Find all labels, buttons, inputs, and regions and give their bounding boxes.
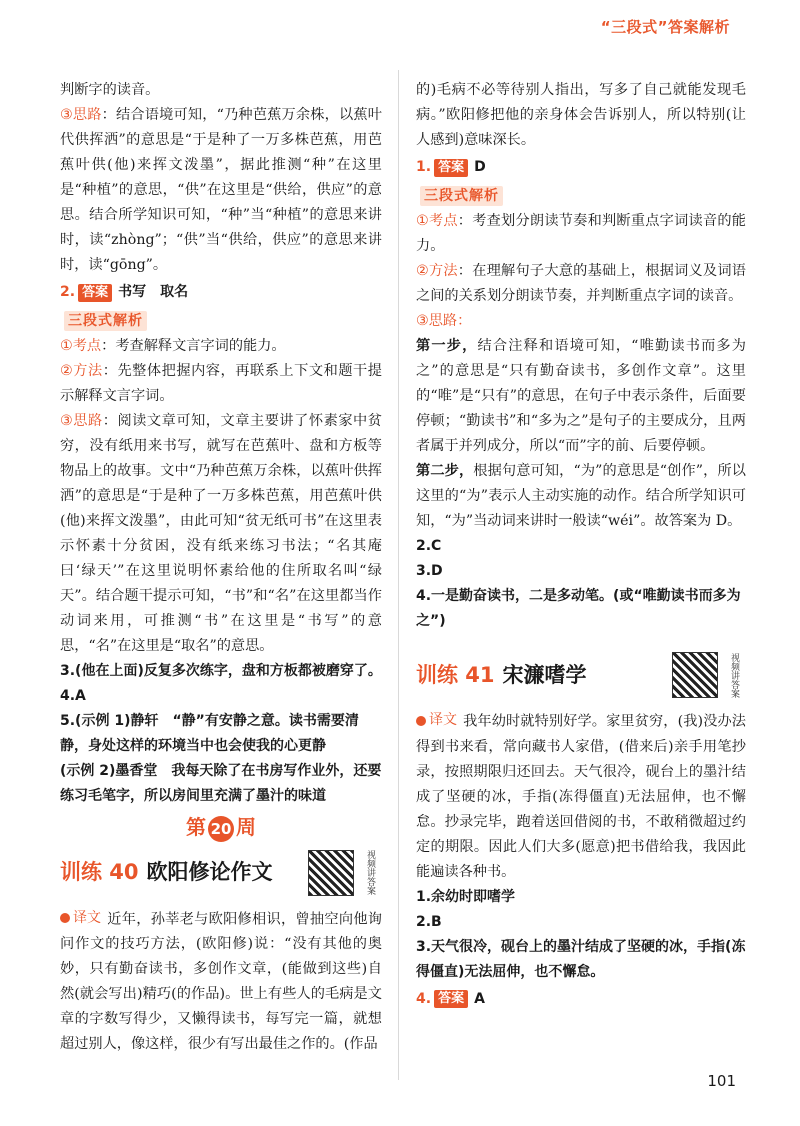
- left-column: [60, 78, 382, 1057]
- week-number: 20: [208, 816, 234, 842]
- method-paragraph: [60, 359, 382, 409]
- three-step-analysis-badge: 三段式解析: [64, 311, 147, 331]
- answer-badge: 答案: [434, 159, 468, 177]
- lesson-title: [60, 860, 273, 885]
- qr-code-icon[interactable]: [672, 652, 718, 698]
- page-number: 101: [707, 1072, 736, 1090]
- step-2-paragraph: [416, 459, 746, 534]
- answer-4: 4.A: [60, 688, 86, 704]
- method-text: ：先整体把握内容，再联系上下文和题干提示解释文言字词。: [60, 363, 382, 404]
- translation-label: 译文: [73, 909, 101, 926]
- question-number: 1.: [416, 159, 432, 175]
- thinking-label: 思路：: [428, 313, 472, 329]
- answer-line-4: [416, 987, 746, 1012]
- lesson-name: 宋濂嗜学: [502, 662, 587, 687]
- column-divider: [398, 70, 399, 1080]
- translation-dot-icon: [60, 913, 70, 923]
- thinking-text: ：阅读文章可知，文章主要讲了怀素家中贫穷，没有纸用来书写，就写在芭蕉叶、盘和方板等物品上的故事。文中“乃种芭蕉万余株，以蕉叶供挥洒”的意思是“于是种了一万多株芭蕉，用芭蕉叶供(他)来挥文泼墨”，由此可知“贫无纸可书”在这里表示怀素十分贫困，没有纸来练习书法；“名其庵曰‘绿天’”在这里说明怀素给他的住所取名叫“绿天”。结合题干提示可知，“书”和“名”在这里都当作动词来用，可推测“书”在这里是“书写”的意思，“名”在这里是“取名”的意思。: [60, 413, 382, 654]
- lesson-number: 训练 40: [60, 860, 139, 884]
- step-1-label: 第一步，: [416, 338, 478, 354]
- answer-text: D: [474, 159, 486, 175]
- week-suffix: 周: [236, 815, 256, 839]
- method-text: ：在理解句子大意的基础上，根据词义及词语之间的关系划分朗读节奏，并判断重点字词的读音。: [416, 263, 746, 304]
- answer-badge: 答案: [434, 990, 468, 1008]
- item-number: ②: [416, 263, 429, 279]
- step-2-label: 第二步，: [416, 463, 474, 479]
- method-label: 方法: [73, 363, 103, 379]
- item-number: ③: [416, 313, 429, 329]
- translation-paragraph: [60, 906, 382, 1058]
- answer-line-2: [60, 280, 382, 305]
- item-number: ③: [60, 107, 73, 123]
- step-1-text: 结合注释和语境可知，“唯勤读书而多为之”的意思是“只有勤奋读书，多创作文章”。这里的“唯”是“只有”的意思，在句子中表示条件，后面要停顿；“勤读书”和“多为之”是句子的主要成分，且两者属于并列成分，所以“而”字的前、后要停顿。: [416, 338, 746, 454]
- answer-3: 3.D: [416, 563, 443, 579]
- qr-code-group[interactable]: [308, 850, 382, 896]
- lesson-41-header: [416, 652, 746, 698]
- key-point-text: ：考查划分朗读节奏和判断重点字词读音的能力。: [416, 213, 746, 254]
- answer-3: 3.天气很冷，砚台上的墨汁结成了坚硬的冰，手指(冻得僵直)无法屈伸，也不懈怠。: [416, 938, 746, 980]
- item-number: ③: [60, 413, 74, 429]
- qr-label: 视频讲答案: [729, 652, 739, 698]
- answer-1: 1.余幼时即嗜学: [416, 888, 516, 905]
- thinking-paragraph: [60, 103, 382, 278]
- answer-3: 3.(他在上面)反复多次练字，盘和方板都被磨穿了。: [60, 663, 382, 679]
- key-point-paragraph: [60, 334, 382, 359]
- answer-text: 书写 取名: [118, 284, 189, 300]
- right-column: [416, 78, 746, 1014]
- thinking-paragraph: [60, 409, 382, 659]
- answer-badge: 答案: [78, 284, 112, 302]
- answer-5-example-2: (示例 2)墨香堂 我每天除了在书房写作业外，还要练习毛笔字，所以房间里充满了墨汁的味道: [60, 763, 382, 804]
- translation-text: 近年，孙莘老与欧阳修相识，曾抽空向他询问作文的技巧方法，(欧阳修)说：“没有其他的奥妙，只有勤奋读书，多创作文章，(能做到这些)自然(就会写出)精巧(的作品)。世上有些人的毛病是文章的字数写得少，又懒得读书，每写完一篇，就想超过别人，像这样，很少有写出最佳之作的。(作品: [60, 911, 382, 1052]
- translation-tag: [60, 906, 101, 931]
- paragraph: 判断字的读音。: [60, 82, 160, 98]
- question-number: 4.: [416, 990, 432, 1007]
- translation-paragraph: [416, 708, 746, 885]
- thinking-label: 思路: [73, 413, 103, 429]
- key-point-text: ：考查解释文言字词的能力。: [101, 338, 286, 354]
- lesson-number: 训练 41: [416, 662, 495, 687]
- method-label: 方法: [428, 263, 458, 279]
- answer-4: 4.一是勤奋读书，二是多动笔。(或“唯勤读书而多为之”): [416, 588, 741, 629]
- key-point-label: 考点: [428, 213, 458, 229]
- three-step-analysis-badge: 三段式解析: [420, 186, 503, 206]
- method-paragraph: [416, 259, 746, 309]
- thinking-label: 思路: [72, 107, 102, 123]
- qr-code-icon[interactable]: [308, 850, 354, 896]
- item-number: ②: [60, 363, 74, 379]
- question-number: 2.: [60, 284, 76, 300]
- answer-2: 2.B: [416, 913, 442, 930]
- translation-tag: [416, 708, 457, 733]
- lesson-name: 欧阳修论作文: [146, 860, 273, 884]
- step-1-paragraph: [416, 334, 746, 459]
- key-point-paragraph: [416, 209, 746, 259]
- step-2-text: 根据句意可知，“为”的意思是“创作”，所以这里的“为”表示人主动实施的动作。结合所学知识可知，“为”当动词来讲时一般读“wéi”。故答案为 D。: [416, 463, 746, 529]
- translation-text: 我年幼时就特别好学。家里贫穷，(我)没办法得到书来看，常向藏书人家借，(借来后)亲手用笔抄录，按照期限归还回去。天气很冷，砚台上的墨汁结成了坚硬的冰，手指(冻得僵直)无法屈伸，也不懈怠。抄录完毕，跑着送回借阅的书，不敢稍微超过约定的期限。因此人们大多(愿意)把书借给我，我因此能遍读各种书。: [416, 713, 746, 880]
- lesson-title: [416, 663, 587, 688]
- answer-text: A: [474, 990, 485, 1007]
- translation-label: 译文: [429, 712, 457, 728]
- lesson-40-header: [60, 850, 382, 896]
- item-number: ①: [60, 338, 73, 354]
- page-header-title: “三段式”答案解析: [600, 18, 730, 36]
- week-prefix: 第: [186, 815, 206, 839]
- item-number: ①: [416, 213, 429, 229]
- paragraph: 的)毛病不必等待别人指出，写多了自己就能发现毛病。”欧阳修把他的亲身体会告诉别人，所以特别(让人感到)意味深长。: [416, 82, 746, 148]
- thinking-heading: [416, 309, 746, 334]
- answer-2: 2.C: [416, 538, 442, 554]
- week-banner: [60, 815, 382, 842]
- translation-dot-icon: [416, 716, 426, 726]
- key-point-label: 考点: [72, 338, 102, 354]
- answer-5-example-1: 5.(示例 1)静轩 “静”有安静之意。读书需要清静，身处这样的环境当中也会使我的心更静: [60, 713, 359, 754]
- thinking-text: ：结合语境可知，“乃种芭蕉万余株，以蕉叶代供挥洒”的意思是“于是种了一万多株芭蕉，用芭蕉叶供(他)来挥文泼墨”，据此推测“种”在这里是“种植”的意思，“供”在这里是“供给，供应”的意思。结合所学知识可知，“种”当“种植”的意思来讲时，读“zhòng”；“供”当“供给，供应”的意思来讲时，读“gōng”。: [60, 107, 382, 273]
- answer-line-1: [416, 155, 746, 180]
- qr-label: 视频讲答案: [365, 850, 375, 895]
- qr-code-group[interactable]: [672, 652, 746, 698]
